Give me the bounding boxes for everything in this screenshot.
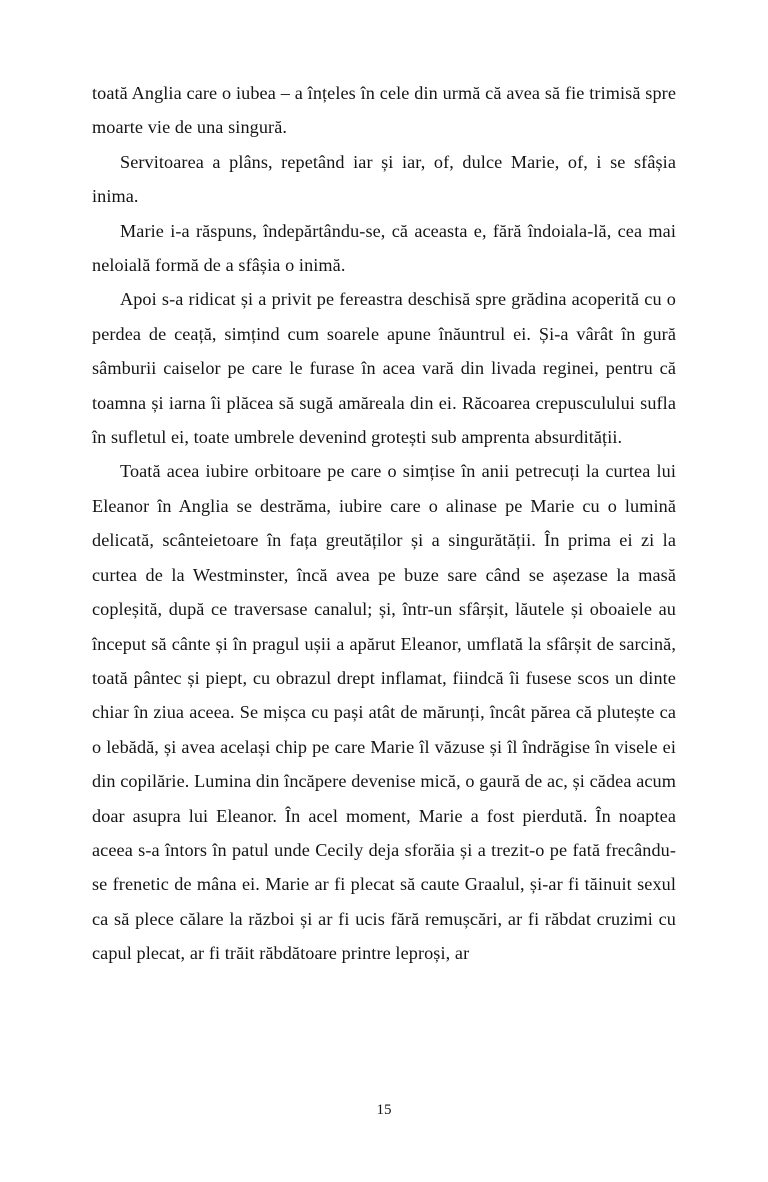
paragraph: Toată acea iubire orbitoare pe care o simțise în anii petrecuți la curtea lui Eleanor în Anglia se destrăma, iubire care o alinase pe Marie cu o lumină delicată, scânteietoare în fața greutăților și a singurătății. În prima ei zi la curtea de la Westminster, încă avea pe buze sare când se așezase la masă copleșită, după ce traversase canalul; și, într-un sfârșit, lăutele și oboaiele au început să cânte și în pragul ușii a apărut Eleanor, umflată la sfârșit de sarcină, toată pântec și piept, cu obrazul drept inflamat, fiindcă îi fusese scos un dinte chiar în ziua aceea. Se mișca cu pași atât de mărunți, încât părea că plutește ca o lebădă, și avea același chip pe care Marie îl văzuse și îl îndrăgise în visele ei din copilărie. Lumina din încăpere devenise mică, o gaură de ac, și cădea acum doar asupra lui Eleanor. În acel moment, Marie a fost pierdută. În noaptea aceea s-a întors în patul unde Cecily deja sforăia și a trezit-o pe fată frecându-se frenetic de mâna ei. Marie ar fi plecat să caute Graalul, și-ar fi tăinuit sexul ca să plece călare la război și ar fi ucis fără remușcări, ar fi răbdat cruzimi cu capul plecat, ar fi trăit răbdătoare printre leproși, ar (92, 461, 676, 964)
paragraph: Apoi s-a ridicat și a privit pe fereastra deschisă spre grădina acoperită cu o perdea de ceață, simțind cum soarele apune înăuntrul ei. Și-a vârât în gură sâmburii caiselor pe care le furase în acea vară din livada reginei, pentru că toamna și iarna îi plăcea să sugă amăreala din ei. Răcoarea crepusculului sufla în sufletul ei, toate umbrele devenind grotești sub amprenta absurdității. (92, 289, 676, 448)
page-number: 15 (376, 1102, 392, 1118)
paragraph: toată Anglia care o iubea – a înțeles în cele din urmă că avea să fie trimisă spre moarte vie de una singură. (92, 83, 676, 138)
paragraph: Marie i-a răspuns, îndepărtându-se, că aceasta e, fără îndoiala-lă, cea mai neloială formă de a sfâșia o inimă. (92, 220, 676, 276)
body-text-column (92, 76, 676, 971)
paragraph: Servitoarea a plâns, repetând iar și iar, of, dulce Marie, of, i se sfâșia inima. (92, 151, 676, 207)
